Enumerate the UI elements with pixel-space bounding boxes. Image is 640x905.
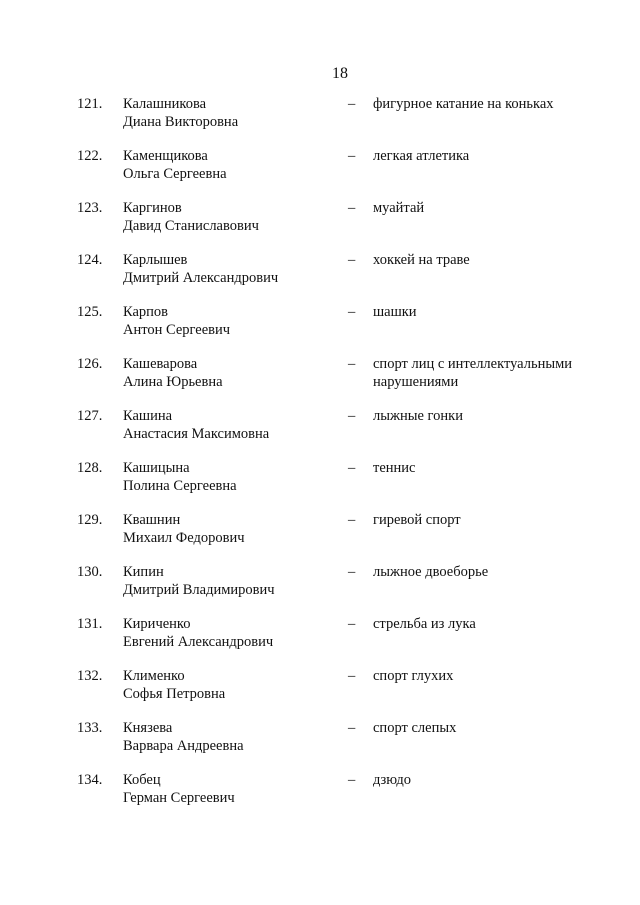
person-surname: Карлышев (123, 252, 188, 268)
list-item (0, 355, 640, 407)
entry-number: 125. (77, 304, 103, 320)
person-name (123, 615, 273, 651)
person-given-names: Антон Сергеевич (123, 322, 231, 338)
list-item (0, 251, 640, 303)
sport-discipline: стрельба из лука (373, 616, 476, 632)
sport-discipline: гиревой спорт (373, 512, 461, 528)
person-surname: Кашеварова (123, 356, 198, 372)
entry-number: 126. (77, 356, 103, 372)
entry-number: 122. (77, 148, 103, 164)
list-item (0, 719, 640, 771)
person-name (123, 95, 238, 131)
sport-discipline: теннис (373, 460, 416, 476)
entry-number: 131. (77, 616, 103, 632)
person-given-names: Полина Сергеевна (123, 478, 237, 494)
entry-number: 123. (77, 200, 103, 216)
person-given-names: Евгений Александрович (123, 634, 274, 650)
list-item (0, 563, 640, 615)
person-given-names: Алина Юрьевна (123, 374, 223, 390)
separator-dash: – (348, 200, 356, 216)
separator-dash: – (348, 616, 356, 632)
sport-discipline: легкая атлетика (373, 148, 470, 164)
person-given-names: Дмитрий Александрович (123, 270, 279, 286)
entry-number: 129. (77, 512, 103, 528)
person-name (123, 303, 230, 339)
entry-number: 133. (77, 720, 103, 736)
sport-discipline: спорт лиц с интеллектуальными нарушениями (373, 356, 573, 390)
sport-discipline: хоккей на траве (373, 252, 470, 268)
separator-dash: – (348, 772, 356, 788)
sport-discipline: лыжные гонки (373, 408, 463, 424)
person-given-names: Дмитрий Владимирович (123, 582, 275, 598)
separator-dash: – (348, 304, 356, 320)
list-item (0, 667, 640, 719)
person-given-names: Давид Станиславович (123, 218, 259, 234)
entry-number: 121. (77, 96, 103, 112)
entry-number: 130. (77, 564, 103, 580)
page-number: 18 (332, 65, 348, 82)
person-name (123, 771, 235, 807)
separator-dash: – (348, 460, 356, 476)
separator-dash: – (348, 96, 356, 112)
list-item (0, 303, 640, 355)
person-name (123, 563, 275, 599)
person-name (123, 459, 237, 495)
person-surname: Каргинов (123, 200, 182, 216)
separator-dash: – (348, 356, 356, 372)
person-surname: Клименко (123, 668, 185, 684)
sport-discipline: спорт глухих (373, 668, 454, 684)
sport-discipline: фигурное катание на коньках (373, 96, 554, 112)
separator-dash: – (348, 252, 356, 268)
person-surname: Кашина (123, 408, 173, 424)
sport-discipline: дзюдо (373, 772, 412, 788)
person-name (123, 251, 278, 287)
separator-dash: – (348, 564, 356, 580)
person-name (123, 719, 244, 755)
list-item (0, 199, 640, 251)
sport-discipline: лыжное двоеборье (373, 564, 489, 580)
person-surname: Каменщикова (123, 148, 208, 164)
entry-number: 127. (77, 408, 103, 424)
sport-discipline: муайтай (373, 200, 425, 216)
list-item (0, 407, 640, 459)
person-surname: Кашицына (123, 460, 190, 476)
separator-dash: – (348, 668, 356, 684)
person-given-names: Герман Сергеевич (123, 790, 235, 806)
person-name (123, 511, 245, 547)
separator-dash: – (348, 512, 356, 528)
entry-number: 128. (77, 460, 103, 476)
person-given-names: Михаил Федорович (123, 530, 245, 546)
person-surname: Калашникова (123, 96, 207, 112)
entry-number: 124. (77, 252, 103, 268)
person-name (123, 407, 269, 443)
list-item (0, 771, 640, 823)
person-name (123, 355, 223, 391)
person-name (123, 147, 227, 183)
entry-number: 132. (77, 668, 103, 684)
person-surname: Квашнин (123, 512, 181, 528)
person-surname: Карпов (123, 304, 169, 320)
person-surname: Кипин (123, 564, 164, 580)
list-item (0, 459, 640, 511)
person-given-names: Анастасия Максимовна (123, 426, 270, 442)
person-surname: Кириченко (123, 616, 191, 632)
person-given-names: Ольга Сергеевна (123, 166, 227, 182)
separator-dash: – (348, 720, 356, 736)
separator-dash: – (348, 148, 356, 164)
list-item (0, 147, 640, 199)
person-given-names: Софья Петровна (123, 686, 226, 702)
entry-number: 134. (77, 772, 103, 788)
person-given-names: Варвара Андреевна (123, 738, 244, 754)
list-item (0, 615, 640, 667)
person-name (123, 667, 225, 703)
separator-dash: – (348, 408, 356, 424)
list-item (0, 511, 640, 563)
sport-discipline: спорт слепых (373, 720, 457, 736)
person-name (123, 199, 259, 235)
sport-discipline: шашки (373, 304, 417, 320)
list-item (0, 95, 640, 147)
entry-list (0, 95, 640, 823)
person-given-names: Диана Викторовна (123, 114, 239, 130)
person-surname: Кобец (123, 772, 161, 788)
person-surname: Князева (123, 720, 173, 736)
